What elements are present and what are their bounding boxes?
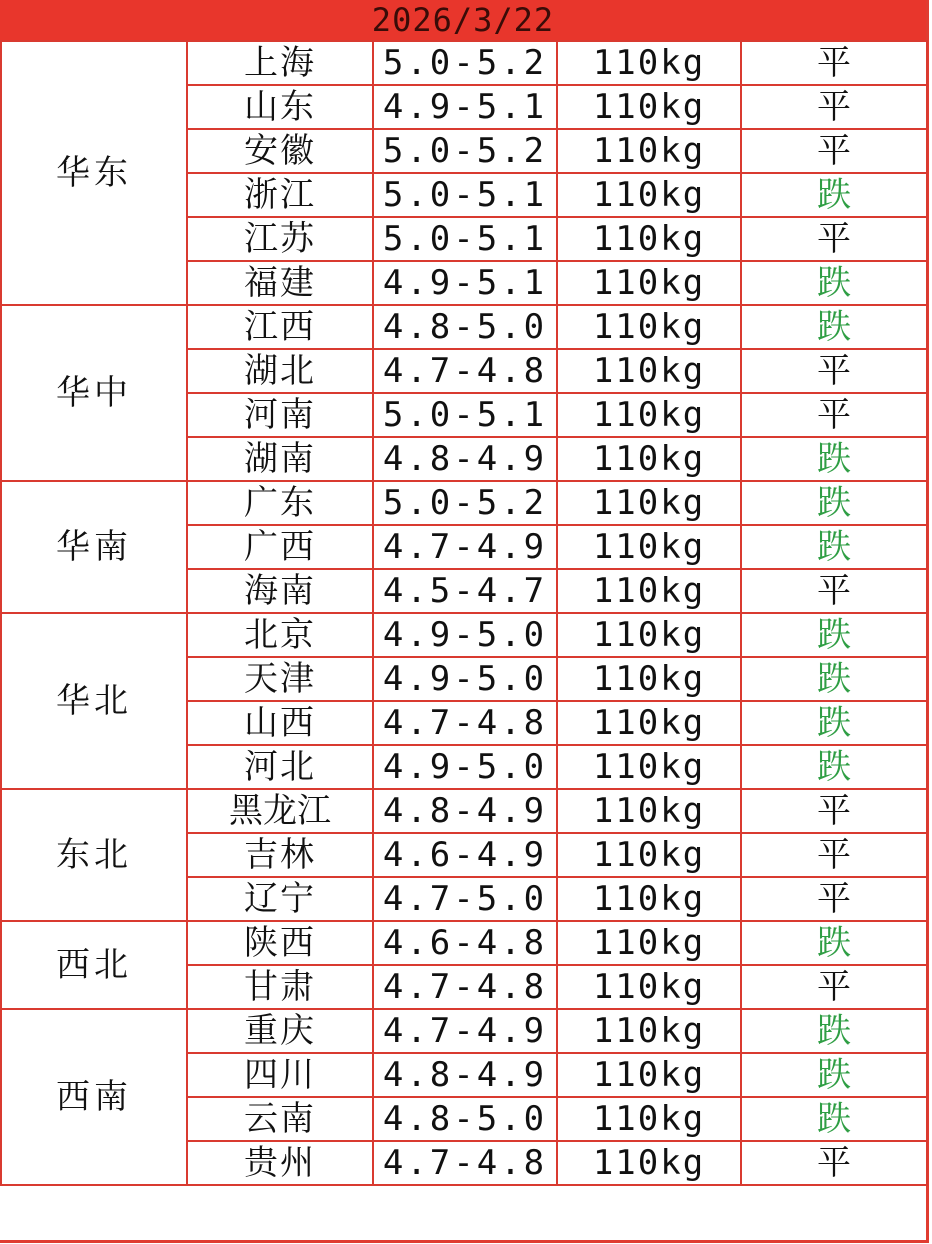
province-cell: 江西 [187, 305, 373, 349]
price-range-cell: 5.0-5.2 [373, 129, 557, 173]
province-cell: 天津 [187, 657, 373, 701]
price-range-cell: 4.9-5.0 [373, 613, 557, 657]
weight-cell: 110kg [557, 965, 741, 1009]
price-range-cell: 4.7-4.9 [373, 525, 557, 569]
province-cell: 浙江 [187, 173, 373, 217]
region-cell: 东北 [1, 789, 187, 921]
weight-cell: 110kg [557, 173, 741, 217]
province-cell: 海南 [187, 569, 373, 613]
weight-cell: 110kg [557, 1009, 741, 1053]
price-range-cell: 5.0-5.1 [373, 393, 557, 437]
price-range-cell: 4.8-4.9 [373, 789, 557, 833]
date-label: 2026/3/22 [371, 1, 555, 39]
region-cell: 华中 [1, 305, 187, 481]
weight-cell: 110kg [557, 305, 741, 349]
province-cell: 贵州 [187, 1141, 373, 1185]
table-row [1, 789, 927, 833]
region-cell: 西北 [1, 921, 187, 1009]
province-cell: 陕西 [187, 921, 373, 965]
province-cell: 重庆 [187, 1009, 373, 1053]
weight-cell: 110kg [557, 41, 741, 85]
weight-cell: 110kg [557, 261, 741, 305]
weight-cell: 110kg [557, 613, 741, 657]
province-cell: 江苏 [187, 217, 373, 261]
weight-cell: 110kg [557, 657, 741, 701]
table-row [1, 921, 927, 965]
price-range-cell: 5.0-5.1 [373, 173, 557, 217]
region-cell: 西南 [1, 1009, 187, 1185]
trend-cell: 平 [741, 129, 927, 173]
weight-cell: 110kg [557, 569, 741, 613]
table-row [1, 613, 927, 657]
trend-cell: 平 [741, 217, 927, 261]
weight-cell: 110kg [557, 1053, 741, 1097]
trend-cell: 跌 [741, 305, 927, 349]
weight-cell: 110kg [557, 85, 741, 129]
province-cell: 安徽 [187, 129, 373, 173]
weight-cell: 110kg [557, 701, 741, 745]
province-cell: 河南 [187, 393, 373, 437]
trend-cell: 平 [741, 833, 927, 877]
price-range-cell: 5.0-5.2 [373, 481, 557, 525]
price-range-cell: 4.7-4.8 [373, 1141, 557, 1185]
price-range-cell: 4.8-4.9 [373, 437, 557, 481]
trend-cell: 平 [741, 85, 927, 129]
trend-cell: 平 [741, 41, 927, 85]
province-cell: 吉林 [187, 833, 373, 877]
trend-cell: 跌 [741, 613, 927, 657]
weight-cell: 110kg [557, 129, 741, 173]
date-header [0, 0, 926, 42]
price-range-cell: 4.5-4.7 [373, 569, 557, 613]
trend-cell: 跌 [741, 745, 927, 789]
price-range-cell: 4.9-5.0 [373, 745, 557, 789]
trend-cell: 跌 [741, 1097, 927, 1141]
price-range-cell: 4.7-4.8 [373, 965, 557, 1009]
price-range-cell: 4.7-4.8 [373, 701, 557, 745]
province-cell: 辽宁 [187, 877, 373, 921]
trend-cell: 跌 [741, 481, 927, 525]
weight-cell: 110kg [557, 393, 741, 437]
price-range-cell: 5.0-5.2 [373, 41, 557, 85]
table-row [1, 41, 927, 85]
province-cell: 福建 [187, 261, 373, 305]
province-cell: 湖北 [187, 349, 373, 393]
weight-cell: 110kg [557, 217, 741, 261]
trend-cell: 跌 [741, 525, 927, 569]
weight-cell: 110kg [557, 1097, 741, 1141]
weight-cell: 110kg [557, 1141, 741, 1185]
weight-cell: 110kg [557, 481, 741, 525]
table-row [1, 305, 927, 349]
trend-cell: 跌 [741, 657, 927, 701]
trend-cell: 跌 [741, 173, 927, 217]
trend-cell: 平 [741, 393, 927, 437]
price-range-cell: 4.6-4.8 [373, 921, 557, 965]
weight-cell: 110kg [557, 833, 741, 877]
weight-cell: 110kg [557, 437, 741, 481]
weight-cell: 110kg [557, 877, 741, 921]
trend-cell: 跌 [741, 437, 927, 481]
weight-cell: 110kg [557, 921, 741, 965]
province-cell: 广东 [187, 481, 373, 525]
price-table-body [1, 41, 927, 1185]
trend-cell: 平 [741, 569, 927, 613]
trend-cell: 平 [741, 789, 927, 833]
trend-cell: 平 [741, 877, 927, 921]
region-cell: 华北 [1, 613, 187, 789]
price-range-cell: 4.9-5.1 [373, 261, 557, 305]
province-cell: 山东 [187, 85, 373, 129]
region-cell: 华东 [1, 41, 187, 305]
price-table [0, 40, 928, 1186]
trend-cell: 跌 [741, 921, 927, 965]
province-cell: 黑龙江 [187, 789, 373, 833]
weight-cell: 110kg [557, 525, 741, 569]
price-range-cell: 4.9-5.0 [373, 657, 557, 701]
price-range-cell: 4.7-5.0 [373, 877, 557, 921]
region-cell: 华南 [1, 481, 187, 613]
trend-cell: 跌 [741, 701, 927, 745]
price-range-cell: 4.8-5.0 [373, 1097, 557, 1141]
table-row [1, 1009, 927, 1053]
trend-cell: 平 [741, 1141, 927, 1185]
price-range-cell: 4.9-5.1 [373, 85, 557, 129]
price-range-cell: 4.8-5.0 [373, 305, 557, 349]
province-cell: 四川 [187, 1053, 373, 1097]
province-cell: 广西 [187, 525, 373, 569]
province-cell: 山西 [187, 701, 373, 745]
price-range-cell: 5.0-5.1 [373, 217, 557, 261]
weight-cell: 110kg [557, 745, 741, 789]
province-cell: 河北 [187, 745, 373, 789]
table-row [1, 481, 927, 525]
trend-cell: 平 [741, 349, 927, 393]
weight-cell: 110kg [557, 789, 741, 833]
weight-cell: 110kg [557, 349, 741, 393]
price-range-cell: 4.6-4.9 [373, 833, 557, 877]
price-range-cell: 4.7-4.8 [373, 349, 557, 393]
trend-cell: 跌 [741, 1009, 927, 1053]
trend-cell: 跌 [741, 1053, 927, 1097]
price-range-cell: 4.8-4.9 [373, 1053, 557, 1097]
trend-cell: 跌 [741, 261, 927, 305]
province-cell: 云南 [187, 1097, 373, 1141]
trend-cell: 平 [741, 965, 927, 1009]
price-range-cell: 4.7-4.9 [373, 1009, 557, 1053]
province-cell: 上海 [187, 41, 373, 85]
province-cell: 湖南 [187, 437, 373, 481]
province-cell: 北京 [187, 613, 373, 657]
province-cell: 甘肃 [187, 965, 373, 1009]
